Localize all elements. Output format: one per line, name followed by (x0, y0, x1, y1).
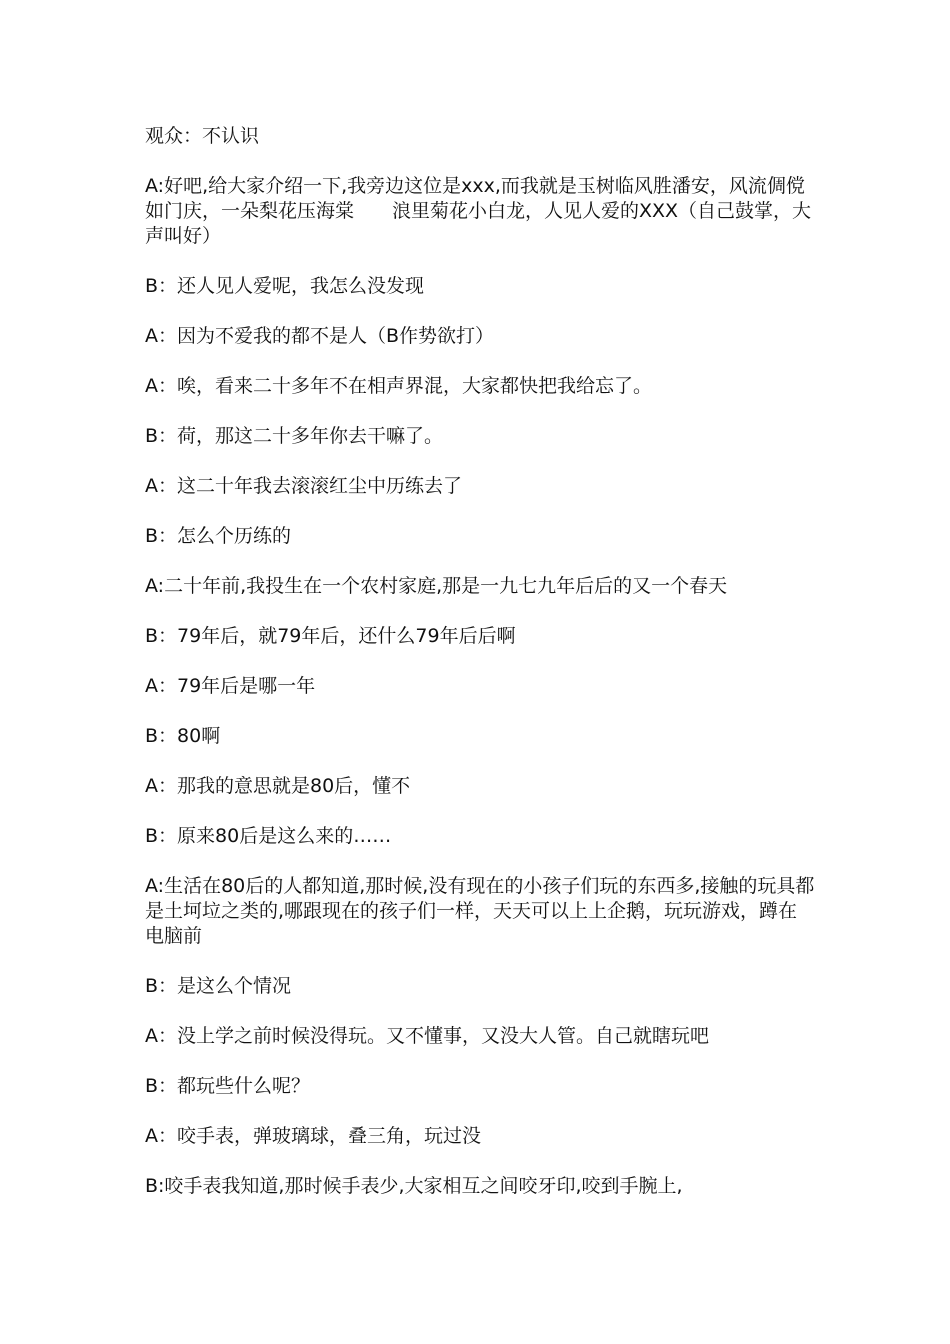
paragraph: A:生活在80后的人都知道,那时候,没有现在的小孩子们玩的东西多,接触的玩具都是土坷垃之类的,哪跟现在的孩子们一样，天天可以上上企鹅，玩玩游戏，蹲在电脑前 (145, 875, 815, 947)
dialogue-text (145, 124, 815, 1224)
paragraph: A：那我的意思就是80后，懂不 (145, 775, 411, 797)
paragraph: B：80啊 (145, 725, 221, 747)
paragraph: A：唉，看来二十多年不在相声界混，大家都快把我给忘了。 (145, 375, 652, 397)
paragraph: B：是这么个情况 (145, 975, 292, 997)
paragraph: A：因为不爱我的都不是人（B作势欲打） (145, 325, 495, 347)
paragraph: A：这二十年我去滚滚红尘中历练去了 (145, 475, 462, 497)
paragraph: A：咬手表，弹玻璃球，叠三角，玩过没 (145, 1125, 481, 1147)
paragraph: A：没上学之前时候没得玩。又不懂事，又没大人管。自己就瞎玩吧 (145, 1025, 709, 1047)
paragraph: B：原来80后是这么来的…… (145, 825, 392, 847)
paragraph: B：79年后，就79年后，还什么79年后后啊 (145, 625, 516, 647)
paragraph: B：都玩些什么呢？ (145, 1075, 311, 1097)
paragraph: B:咬手表我知道,那时候手表少,大家相互之间咬牙印,咬到手腕上, (145, 1175, 683, 1197)
paragraph: A:二十年前,我投生在一个农村家庭,那是一九七九年后后的又一个春天 (145, 575, 728, 597)
paragraph: 观众：不认识 (145, 125, 260, 147)
paragraph: B：荷，那这二十多年你去干嘛了。 (145, 425, 444, 447)
paragraph: B：还人见人爱呢，我怎么没发现 (145, 275, 425, 297)
paragraph: A:好吧,给大家介绍一下,我旁边这位是xxx,而我就是玉树临风胜潘安，风流倜傥如门庆，一朵梨花压海棠 浪里菊花小白龙，人见人爱的XXX（自己鼓掌，大声叫好） (145, 175, 812, 247)
paragraph: A：79年后是哪一年 (145, 675, 316, 697)
paragraph: B：怎么个历练的 (145, 525, 292, 547)
